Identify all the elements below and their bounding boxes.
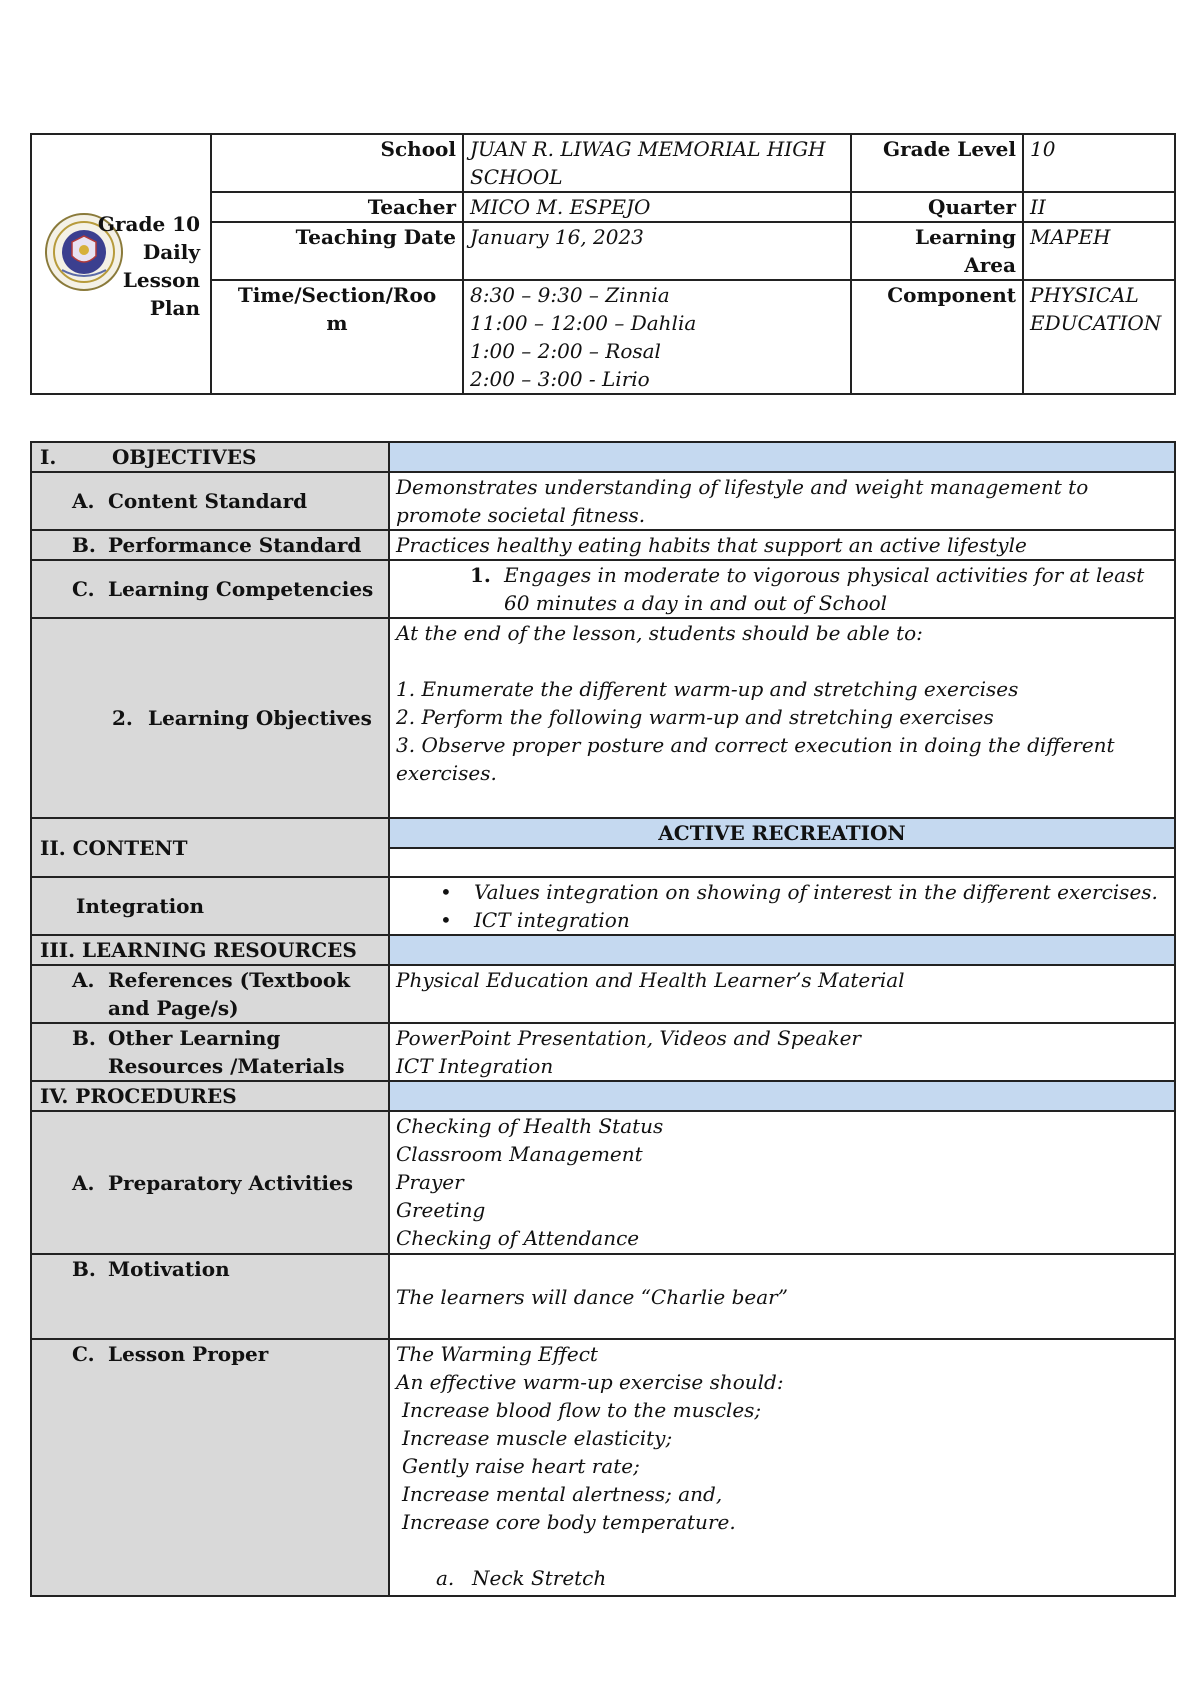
item-marker: 2.	[112, 706, 133, 730]
text-line: promote societal fitness.	[396, 503, 646, 527]
learning-area-label-line: Area	[964, 253, 1016, 277]
lesson-title: The Warming Effect	[396, 1342, 598, 1366]
item-marker: B.	[72, 1026, 96, 1050]
component-value-line: EDUCATION	[1030, 311, 1162, 335]
time-label-line: Time/Section/Roo	[237, 283, 437, 307]
motivation-label	[31, 1254, 389, 1339]
time-section-values	[463, 280, 851, 394]
competency-number: 1.	[470, 563, 491, 587]
integration-item: • Values integration on showing of interest in the different exercises.	[396, 878, 1168, 906]
item-label-line: References (Textbook	[108, 968, 351, 992]
activity-item: Prayer	[396, 1170, 464, 1194]
teacher-label: Teacher	[211, 192, 463, 222]
competency-line: Engages in moderate to vigorous physical activities for at least	[504, 563, 1145, 587]
learning-area-label	[851, 222, 1023, 280]
objectives-heading-fill	[389, 442, 1175, 472]
school-value	[463, 134, 851, 192]
competency-line: 60 minutes a day in and out of School	[504, 591, 888, 615]
time-label-line: m	[326, 311, 348, 335]
learning-area-label-line: Learning	[915, 225, 1016, 249]
learning-objectives-label	[31, 618, 389, 818]
preparatory-activities-value	[389, 1111, 1175, 1254]
activity-item: Checking of Health Status	[396, 1114, 664, 1138]
lesson-plan-table	[30, 441, 1176, 1597]
objective-item: 2. Perform the following warm-up and stretching exercises	[396, 705, 994, 729]
section-number: I.	[40, 445, 57, 469]
sub-item-text: Neck Stretch	[472, 1566, 607, 1590]
integration-item: • ICT integration	[396, 906, 1168, 934]
integration-label: Integration	[31, 877, 389, 935]
title-cell	[31, 134, 211, 394]
item-label-line: and Page/s)	[108, 996, 239, 1020]
objective-item: exercises.	[396, 761, 497, 785]
other-resources-label	[31, 1023, 389, 1081]
text-line: Demonstrates understanding of lifestyle and weight management to	[396, 475, 1089, 499]
item-label: Learning Competencies	[108, 577, 374, 601]
objectives-intro: At the end of the lesson, students should be able to:	[396, 621, 923, 645]
lesson-intro: An effective warm-up exercise should:	[396, 1370, 784, 1394]
item-marker: A.	[72, 1170, 95, 1195]
lesson-point: Increase blood flow to the muscles;	[402, 1398, 762, 1422]
schedule-line: 1:00 – 2:00 – Rosal	[470, 339, 661, 363]
grade-level-label: Grade Level	[851, 134, 1023, 192]
title-line: Grade 10	[97, 212, 200, 236]
title-line: Lesson	[122, 268, 200, 292]
item-marker: C.	[72, 1342, 95, 1366]
blank-line	[396, 647, 1168, 675]
sub-item-marker: a.	[436, 1566, 455, 1590]
lesson-point: Increase mental alertness; and,	[402, 1482, 723, 1506]
blank-line	[396, 1536, 1168, 1564]
learning-competencies-label	[31, 560, 389, 618]
schedule-line: 11:00 – 12:00 – Dahlia	[470, 311, 697, 335]
item-label-line: Other Learning	[108, 1026, 281, 1050]
preparatory-activities-label	[31, 1111, 389, 1254]
component-label: Component	[851, 280, 1023, 394]
learning-area-value: MAPEH	[1023, 222, 1175, 280]
teacher-value: MICO M. ESPEJO	[463, 192, 851, 222]
quarter-value: II	[1023, 192, 1175, 222]
item-marker: A.	[72, 968, 95, 992]
title-line: Plan	[149, 296, 200, 320]
learning-objectives-value	[389, 618, 1175, 818]
motivation-text: The learners will dance “Charlie bear”	[396, 1285, 788, 1309]
resources-heading-fill	[389, 935, 1175, 965]
content-heading: II. CONTENT	[31, 818, 389, 877]
activity-item: Checking of Attendance	[396, 1226, 640, 1250]
component-value	[1023, 280, 1175, 394]
procedures-heading: IV. PROCEDURES	[31, 1081, 389, 1111]
grade-level-value: 10	[1023, 134, 1175, 192]
motivation-value	[389, 1254, 1175, 1339]
schedule-line: 2:00 – 3:00 - Lirio	[470, 367, 650, 391]
lesson-point: Increase core body temperature.	[402, 1510, 736, 1534]
integration-value	[389, 877, 1175, 935]
school-value-line: SCHOOL	[470, 165, 563, 189]
activity-item: Greeting	[396, 1198, 486, 1222]
school-value-line: JUAN R. LIWAG MEMORIAL HIGH	[470, 137, 826, 161]
text-line: ICT Integration	[396, 1054, 554, 1078]
item-marker: B.	[72, 1257, 96, 1281]
item-label: Learning Objectives	[148, 706, 372, 730]
school-label: School	[211, 134, 463, 192]
item-label: Motivation	[108, 1257, 230, 1281]
activity-item: Classroom Management	[396, 1142, 643, 1166]
performance-standard-value: Practices healthy eating habits that support an active lifestyle	[389, 530, 1175, 560]
objective-item: 1. Enumerate the different warm-up and stretching exercises	[396, 677, 1019, 701]
content-blank	[389, 848, 1175, 877]
lesson-point: Increase muscle elasticity;	[402, 1426, 673, 1450]
item-label: Content Standard	[108, 489, 308, 513]
lesson-proper-value	[389, 1339, 1175, 1596]
quarter-label: Quarter	[851, 192, 1023, 222]
header-table	[30, 133, 1176, 395]
teaching-date-value: January 16, 2023	[463, 222, 851, 280]
schedule-line: 8:30 – 9:30 – Zinnia	[470, 283, 670, 307]
section-title: OBJECTIVES	[112, 445, 257, 469]
objective-item: 3. Observe proper posture and correct execution in doing the different	[396, 733, 1115, 757]
item-marker: A.	[72, 489, 95, 513]
item-marker: C.	[72, 577, 95, 601]
performance-standard-label	[31, 530, 389, 560]
procedures-heading-fill	[389, 1081, 1175, 1111]
item-label-line: Resources /Materials	[108, 1054, 345, 1078]
references-value: Physical Education and Health Learner’s Material	[389, 965, 1175, 1023]
teaching-date-label: Teaching Date	[211, 222, 463, 280]
text-line: PowerPoint Presentation, Videos and Speaker	[396, 1026, 861, 1050]
item-marker: B.	[72, 533, 96, 557]
item-label: Lesson Proper	[108, 1342, 269, 1366]
title-line: Daily	[142, 240, 200, 264]
other-resources-value	[389, 1023, 1175, 1081]
learning-competencies-value	[389, 560, 1175, 618]
objectives-heading	[31, 442, 389, 472]
component-value-line: PHYSICAL	[1030, 283, 1139, 307]
lesson-proper-label	[31, 1339, 389, 1596]
content-standard-value	[389, 472, 1175, 530]
lesson-sub-item	[396, 1564, 1168, 1592]
lesson-plan-title	[98, 210, 200, 322]
content-topic: ACTIVE RECREATION	[389, 818, 1175, 848]
item-label: Preparatory Activities	[108, 1170, 354, 1195]
content-standard-label	[31, 472, 389, 530]
resources-heading: III. LEARNING RESOURCES	[31, 935, 389, 965]
time-section-label	[211, 280, 463, 394]
lesson-point: Gently raise heart rate;	[402, 1454, 640, 1478]
references-label	[31, 965, 389, 1023]
item-label: Performance Standard	[108, 533, 362, 557]
blank-line	[396, 1255, 1168, 1283]
